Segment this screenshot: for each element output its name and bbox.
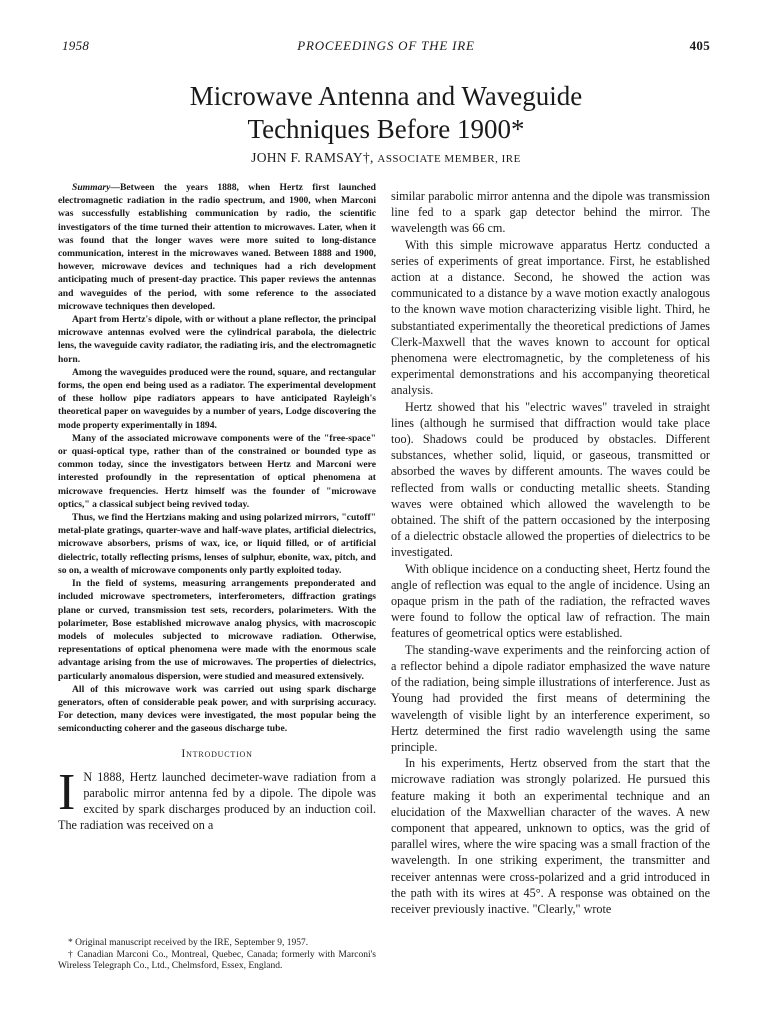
summary-paragraph [58,181,376,313]
summary-paragraph: Among the waveguides produced were the round, square, and rectangular forms, the open end being used as a radiator. The experimental development of these hollow pipe radiators appears to have anticipated Rayleigh's theoretical paper on waveguides by a number of years, Lodge discovering the mode property experimentally in 1894. [58,366,376,431]
introduction-body [58,763,376,834]
title-line-1: Microwave Antenna and Waveguide [189,81,583,111]
introduction-heading: Introduction [181,745,253,760]
running-header [62,38,710,58]
summary-paragraph: Many of the associated microwave components were of the "free-space" or quasi-optical type, rather than of the constrained or bounded type as common today, since the investigators between Hertz and Marconi were interested profoundly in the representation of optical phenomena at microwave frequencies. Hertz himself was the founder of "microwave optics," a classical subject being revived today. [58,432,376,510]
introduction-text: N 1888, Hertz launched decimeter-wave radiation from a parabolic mirror antenna fed by a dipole. The dipole was excited by spark discharges produced by an induction coil. The radiation was received on a [58,769,376,833]
footnotes [58,938,376,973]
author-name: JOHN F. RAMSAY†, [251,150,374,165]
header-journal-name: PROCEEDINGS OF THE IRE [297,38,475,53]
summary-paragraph: In the field of systems, measuring arrangements preponderated and included microwave spectrometers, interferometers, diffraction gratings plane or curved, transmission test sets, recorders, polarimeters. With the polarimeter, Bose established microwave analog physics, with macroscopic models of molecules subjected to microwave radiation. Otherwise, representations of optical phenomena were made with the enormous scale advantage arising from the use of microwaves. The properties of dielectrics, particularly anomalous dispersion, were studied and measured extensively. [58,578,376,682]
summary-paragraph: Thus, we find the Hertzians making and using polarized mirrors, "cutoff" metal-plate gratings, quarter-wave and half-wave plates, artificial dielectrics, microwave absorbers, prisms of wax, ice, or liquid filled, or of artificial dielectric, totally reflecting prisms, lenses of sulphur, ebonite, wax, pitch, and so on, a wealth of microwave components only partly exploited today. [58,512,376,576]
title-line-2: Techniques Before 1900* [247,114,525,144]
article-title [62,80,710,146]
header-page-number: 405 [689,38,710,53]
body-paragraph: In his experiments, Hertz observed from the start that the microwave radiation was strongly polarized. He pursued this feature making it both an experimental technique and an elucidation of the Maxwellian character of the waves. A new component that appeared, unknown to optics, was the grid of parallel wires, where the wire spacing was a small fraction of the wavelength. In one striking experiment, the transmitter and receiver antennas were cross-polarized and a grid introduced in the path with its wires at 45°. A response was obtained on the receiver previously inactive. "Clearly," wrote [391,756,710,916]
summary-text: —Between the years 1888, when Hertz first launched electromagnetic radiation in the radio spectrum, and 1900, when Marconi was successfully establishing communication by radio, the scientific investigators of the time turned their attention to microwaves. Later, when it was found that the longer waves were more suited to long-distance communication, interest in the microwaves waned. Between 1888 and 1900, however, microwave devices and techniques had a rich development anticipating much of present-day practice. This paper reviews the antennas and waveguides of the period, with some reference to the associated microwave techniques then developed. [58,182,376,312]
body-text-right [391,188,710,917]
footnote-affiliation: † Canadian Marconi Co., Montreal, Quebec, Canada; formerly with Marconi's Wireless Telegraph Co., Ltd., Chelmsford, Essex, England. [58,949,376,971]
introduction-paragraph [58,763,376,834]
body-paragraph: With oblique incidence on a conducting sheet, Hertz found the angle of reflection was equal to the angle of incidence. Using an opaque prism in the path of the radiation, the refracted waves were found to follow the optical law of refraction. The main features of geometrical optics were established. [391,561,710,641]
summary-label: Summary [72,182,111,193]
summary-abstract [58,181,376,736]
byline [62,150,710,166]
footnote-manuscript: * Original manuscript received by the IRE, September 9, 1957. [68,938,309,948]
body-paragraph: similar parabolic mirror antenna and the dipole was transmission line fed to a spark gap detector behind the mirror. The wavelength was 66 cm. [391,189,710,236]
body-paragraph: The standing-wave experiments and the reinforcing action of a reflector behind a dipole radiator emphasized the wave nature of the radiation, being simple illustrations of interference. Just as Young had provided the first means of determining the wavelength of visible light by an interference experiment, so Hertz determined the first radio wavelength using the same principle. [391,642,710,754]
summary-paragraph: Apart from Hertz's dipole, with or without a plane reflector, the principal microwave antennas evolved were the cylindrical parabola, the dielectric lens, the waveguide cavity radiator, the radiating iris, and the electromagnetic horn. [58,314,376,365]
right-column [391,188,710,917]
summary-paragraph: All of this microwave work was carried out using spark discharge generators, often of considerable peak power, and with surprising accuracy. For detection, many devices were investigated, the most popular being the semiconducting coherer and the gaseous discharge tube. [58,683,376,735]
left-column [58,181,376,833]
header-year: 1958 [62,38,90,53]
body-paragraph: Hertz showed that his "electric waves" traveled in straight lines (although he surmised that diffraction would take place too). Shadows could be produced by obstacles. Different substances, whether solid, liquid, or gaseous, transmitted or absorbed the waves by different amounts. The waves could be reflected from walls or conducting metallic sheets. Standing waves were obtained which allowed the wavelength to be obtained. The shift of the pattern occasioned by the interposing of a dielectric obstacle allowed the properties of dielectrics to be investigated. [391,399,710,560]
author-affiliation: ASSOCIATE MEMBER, IRE [377,153,521,165]
body-paragraph: With this simple microwave apparatus Hertz conducted a series of experiments of great importance. First, he established action at a distance. Second, he showed the action was communicated to a distance by a wave motion exactly analogous to the known wave motion characterizing visible light. Third, he substantiated experimentally the theoretical predictions of James Clerk-Maxwell that the waves known to account for optical phenomena were electromagnetic, by the completeness of his experimental demonstrations and his accompanying theoretical analysis. [391,237,710,398]
drop-cap: I [58,763,76,821]
